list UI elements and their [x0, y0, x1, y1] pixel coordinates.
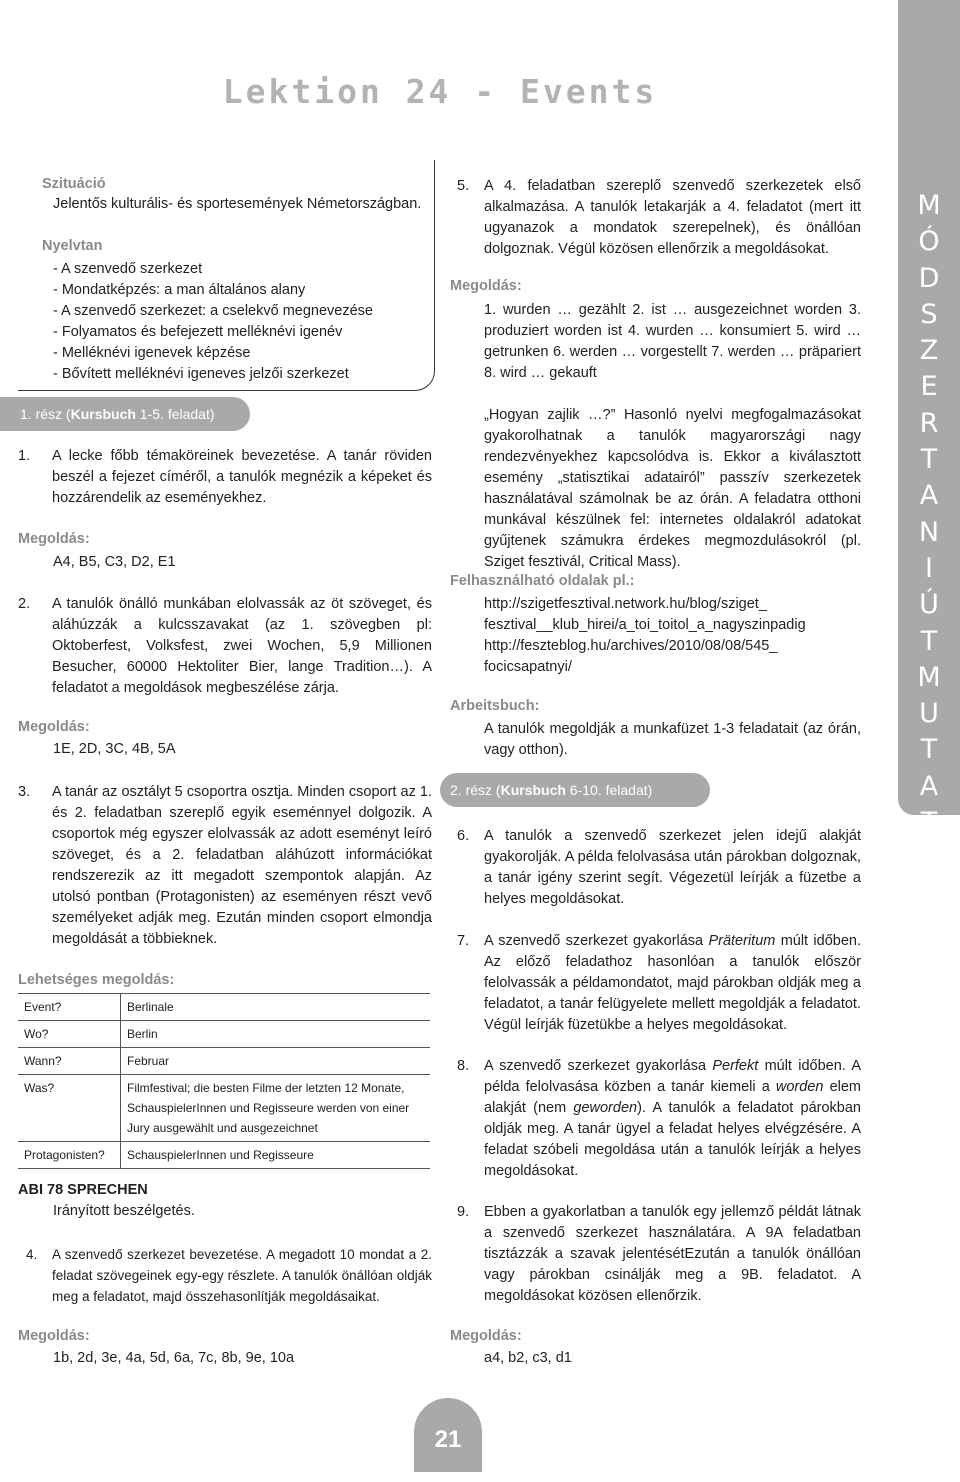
hogyan-text: „Hogyan zajlik …?” Hasonló nyelvi megfogalmazásokat gyakorolhatnak a tanulók magyarországi nagy rendezvényekhez kapcsolódva is. Ekkor a kiválasztott esemény „statisztikai adatairól” passzív szerkezetek használatával számolnak be az órán. A feladatra otthoni munkával készülnek fel: internetes oldalakról adatokat gyűjtenek számukra érdekes megmozdulásokról (pl. Sziget fesztivál, Critical Mass).: [484, 407, 861, 570]
table-row: Wann? Februar: [18, 1048, 430, 1075]
solution-label: Megoldás:: [450, 1328, 522, 1344]
situacio-heading: Szituáció: [42, 176, 106, 192]
table-row: Protagonisten? SchauspielerInnen und Regisseure: [18, 1142, 430, 1169]
table-row: Event? Berlinale: [18, 994, 430, 1021]
solution-4: 1b, 2d, 3e, 4a, 5d, 6a, 7c, 8b, 9e, 10a: [53, 1350, 295, 1366]
part2-pill: 2. rész (Kursbuch 6-10. feladat): [440, 773, 710, 807]
list-item: - A szenvedő szerkezet: a cselekvő megnevezése: [53, 303, 373, 319]
list-item: - Folyamatos és befejezett melléknévi igenév: [53, 324, 343, 340]
arbeitsbuch-label: Arbeitsbuch:: [450, 698, 540, 714]
solution-label: Megoldás:: [18, 719, 90, 735]
table-row: Was? Filmfestival; die besten Filme der letzten 12 Monate, SchauspielerInnen und Regisseure werden von einer Jury ausgewählt und ausgezeichnet: [18, 1075, 430, 1142]
solution-label: Megoldás:: [450, 278, 522, 294]
table-row: Wo? Berlin: [18, 1021, 430, 1048]
link[interactable]: http://szigetfesztival.network.hu/blog/sziget_: [484, 596, 767, 612]
page-number: 21: [414, 1398, 482, 1472]
page-title: Lektion 24 - Events: [222, 72, 658, 111]
solution-9: a4, b2, c3, d1: [484, 1350, 572, 1366]
arbeitsbuch-text: A tanulók megoldják a munkafüzet 1-3 feladatait (az órán, vagy otthon).: [484, 721, 861, 758]
link[interactable]: fesztival__klub_hirei/a_toi_toitol_a_nagyszinpadig: [484, 617, 806, 633]
links-list: [484, 594, 806, 678]
pages-label: Felhasználható oldalak pl.:: [450, 573, 635, 589]
solution-label: Megoldás:: [18, 531, 90, 547]
solution-table: [18, 993, 430, 1169]
list-item: - Melléknévi igenevek képzése: [53, 345, 251, 361]
solution-1: A4, B5, C3, D2, E1: [53, 554, 176, 570]
part1-pill: 1. rész (Kursbuch 1-5. feladat): [0, 397, 250, 431]
abi-heading: ABI 78 SPRECHEN: [18, 1182, 148, 1198]
solution-2: 1E, 2D, 3C, 4B, 5A: [53, 741, 176, 757]
list-item: - A szenvedő szerkezet: [53, 261, 203, 277]
solution-5: 1. wurden … gezählt 2. ist … ausgezeichnet worden 3. produziert worden ist 4. wurden … konsumiert 5. wird … getrunken 6. werden … vorgestellt 7. werden … präpariert 8. wird … gekauft: [484, 302, 861, 381]
list-item: - Bővített melléknévi igeneves jelzői szerkezet: [53, 366, 349, 382]
sidebar-label: M Ó D S Z E R T A N I Ú T M U T A T Ó: [917, 190, 941, 875]
situacio-text: Jelentős kulturális- és sportesemények Németországban.: [53, 196, 422, 212]
nyelvtan-list: [53, 259, 373, 385]
link[interactable]: http://feszteblog.hu/archives/2010/08/08/545_: [484, 638, 778, 654]
sidebar-tab: [898, 0, 960, 875]
list-item: - Mondatképzés: a man általános alany: [53, 282, 306, 298]
nyelvtan-heading: Nyelvtan: [42, 238, 103, 254]
link[interactable]: focicsapatnyi/: [484, 659, 572, 675]
abi-text: Irányított beszélgetés.: [53, 1203, 195, 1219]
possible-solution-label: Lehetséges megoldás:: [18, 972, 175, 988]
solution-label: Megoldás:: [18, 1328, 90, 1344]
